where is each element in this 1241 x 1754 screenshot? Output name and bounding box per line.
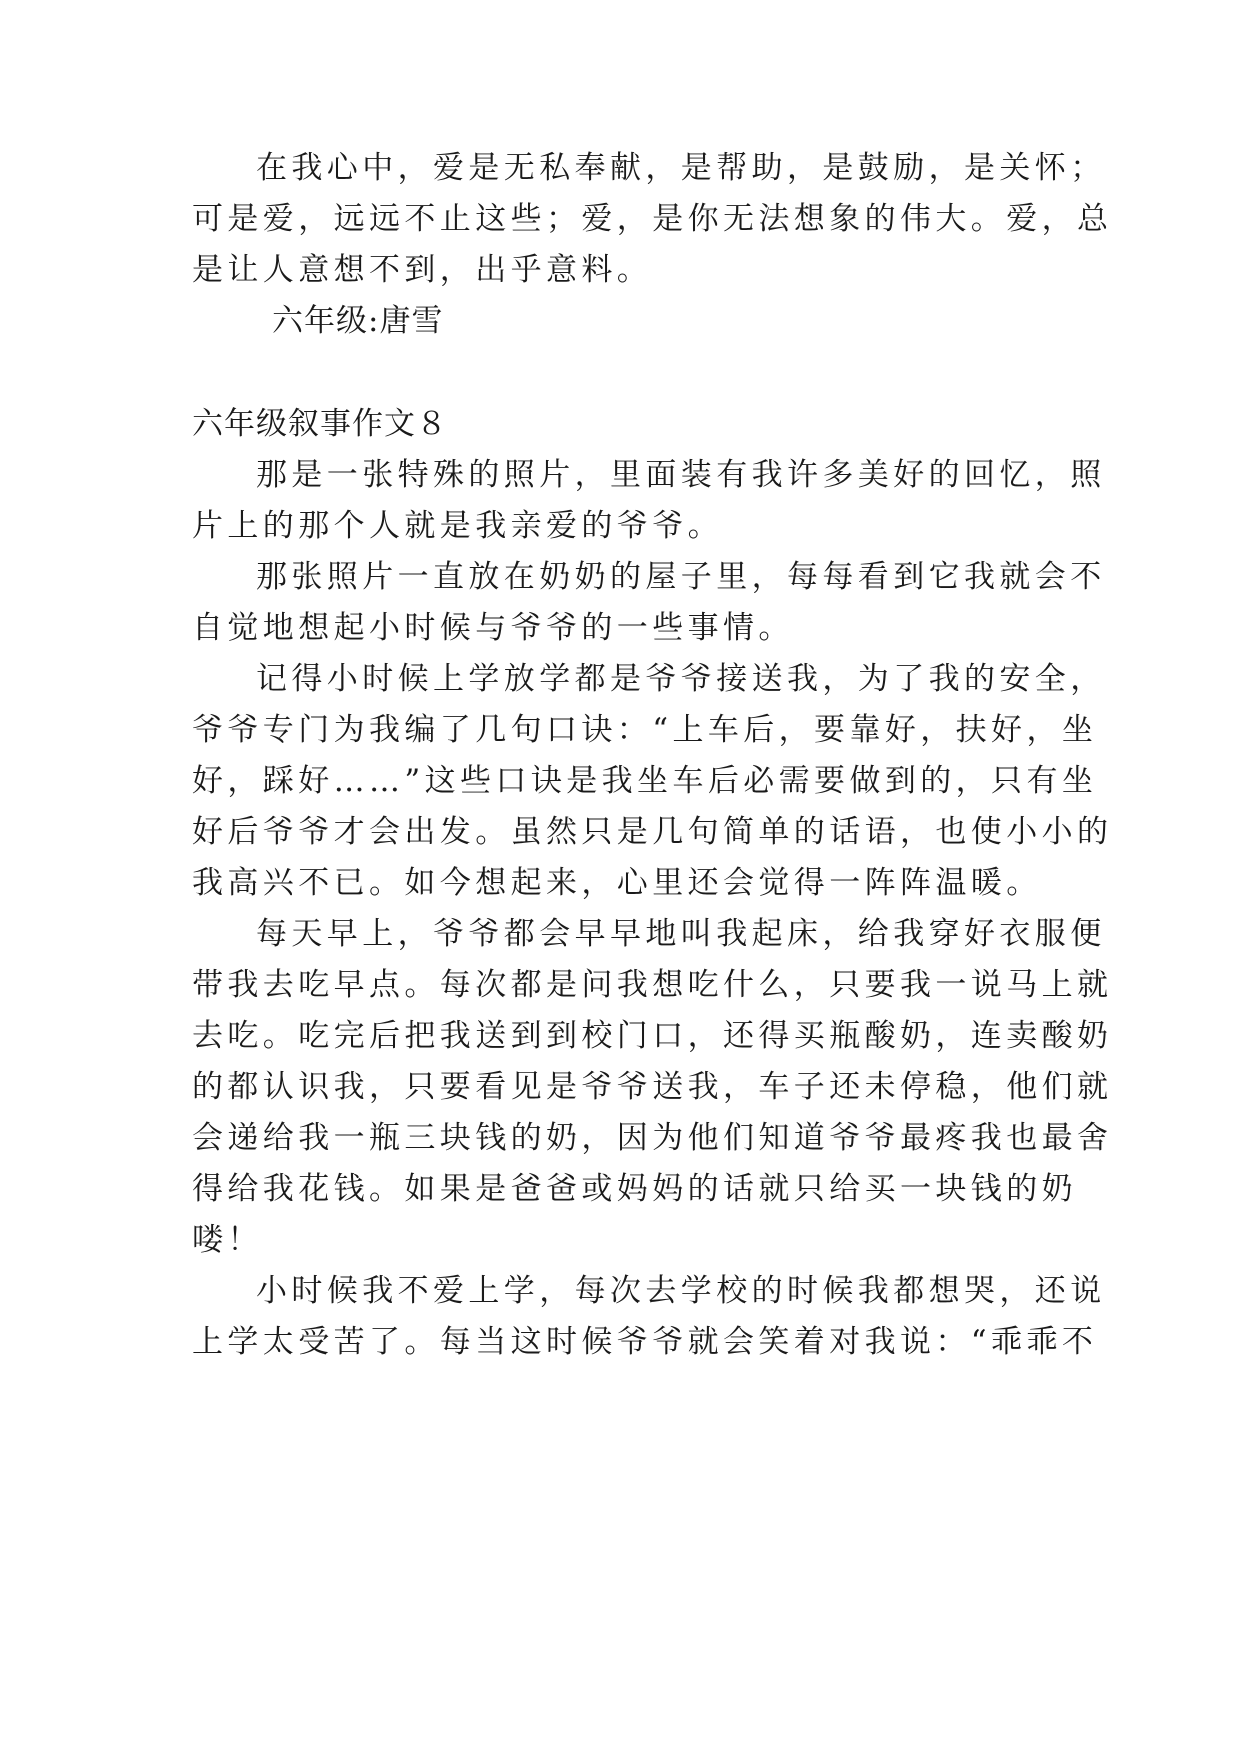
text-line: 带我去吃早点。每次都是问我想吃什么，只要我一说马上就 bbox=[192, 967, 1113, 1003]
text-line: 小时候我不爱上学，每次去学校的时候我都想哭，还说 bbox=[256, 1273, 1106, 1309]
text-line: 那是一张特殊的照片，里面装有我许多美好的回忆，照 bbox=[256, 457, 1106, 493]
text-line: 的都认识我，只要看见是爷爷送我，车子还未停稳，他们就 bbox=[192, 1069, 1113, 1105]
text-line: 记得小时候上学放学都是爷爷接送我，为了我的安全， bbox=[256, 661, 1106, 697]
section-heading: 六年级叙事作文８ bbox=[192, 406, 448, 442]
text-line: 那张照片一直放在奶奶的屋子里，每每看到它我就会不 bbox=[256, 559, 1106, 595]
text-line: 片上的那个人就是我亲爱的爷爷。 bbox=[192, 508, 723, 544]
author-signature: 六年级:唐雪 bbox=[272, 303, 444, 339]
text-line: 在我心中，爱是无私奉献，是帮助，是鼓励，是关怀； bbox=[256, 150, 1106, 186]
text-line: 我高兴不已。如今想起来，心里还会觉得一阵阵温暖。 bbox=[192, 865, 1042, 901]
text-line: 上学太受苦了。每当这时候爷爷就会笑着对我说：“乖乖不 bbox=[192, 1324, 1098, 1360]
text-line: 爷爷专门为我编了几句口诀：“上车后，要靠好，扶好，坐 bbox=[192, 712, 1098, 748]
text-line: 好后爷爷才会出发。虽然只是几句简单的话语，也使小小的 bbox=[192, 814, 1113, 850]
text-line: 每天早上，爷爷都会早早地叫我起床，给我穿好衣服便 bbox=[256, 916, 1106, 952]
text-line: 好，踩好……”这些口诀是我坐车后必需要做到的，只有坐 bbox=[192, 763, 1098, 799]
text-line: 自觉地想起小时候与爷爷的一些事情。 bbox=[192, 610, 794, 646]
text-line: 得给我花钱。如果是爸爸或妈妈的话就只给买一块钱的奶 bbox=[192, 1171, 1077, 1207]
text-line: 是让人意想不到，出乎意料。 bbox=[192, 252, 653, 288]
text-line: 去吃。吃完后把我送到到校门口，还得买瓶酸奶，连卖酸奶 bbox=[192, 1018, 1113, 1054]
text-line: 会递给我一瓶三块钱的奶，因为他们知道爷爷最疼我也最舍 bbox=[192, 1120, 1113, 1156]
text-line: 喽！ bbox=[192, 1222, 263, 1258]
text-line: 可是爱，远远不止这些；爱，是你无法想象的伟大。爱，总 bbox=[192, 201, 1113, 237]
